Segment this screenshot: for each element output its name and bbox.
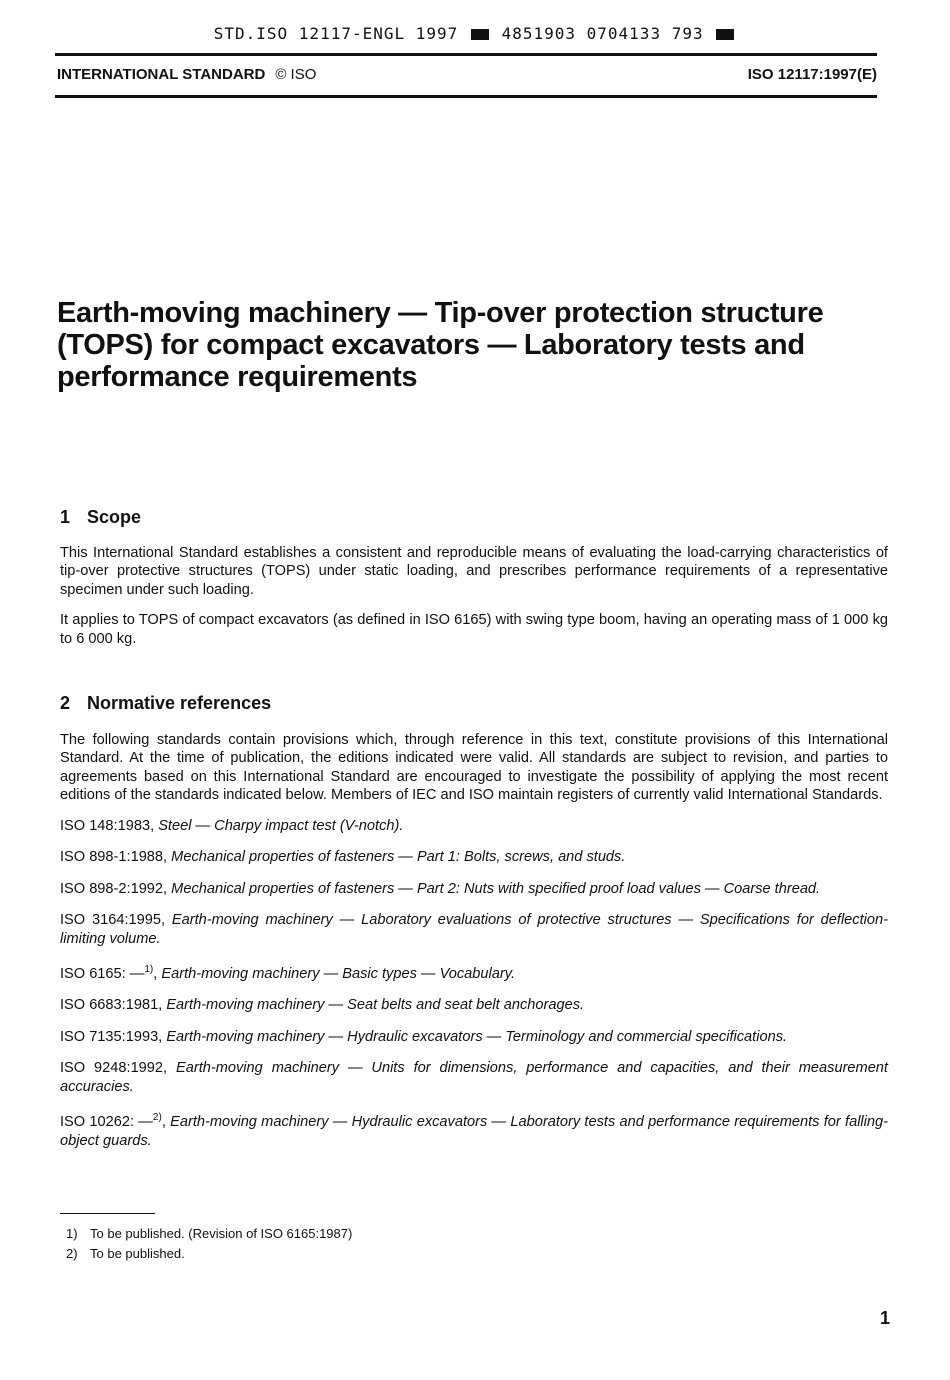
document-title: Earth-moving machinery — Tip-over protection structure (TOPS) for compact excavators — Laboratory tests and performance requirements [57,297,824,393]
section-scope [60,508,888,660]
reference-item [60,880,888,899]
footnote-marker: 1) [144,964,154,975]
header-top-rule [55,53,877,56]
section-title: Normative references [87,693,272,713]
section-number: 2 [60,693,71,713]
reference-code: ISO 148:1983, [60,817,155,834]
footnote-number: 1) [66,1226,78,1241]
reference-title: Mechanical properties of fasteners — Part 2: Nuts with specified proof load values — Coarse thread. [171,880,821,897]
section-number: 1 [60,507,71,527]
reference-code: ISO 898-2:1992, [60,880,168,897]
paragraph: It applies to TOPS of compact excavators (as defined in ISO 6165) with swing type boom, having an operating mass of 1 000 kg to 6 000 kg. [60,612,888,647]
reference-item [60,848,888,867]
page-number: 1 [879,1308,890,1328]
stamp-text-2: 4851903 0704133 793 [501,24,704,43]
reference-title: Earth-moving machinery — Seat belts and seat belt anchorages. [166,997,585,1014]
paragraph: This International Standard establishes a consistent and reproducible means of evaluating the load-carrying characteristics of tip-over protective structures (TOPS) under static loading, and prescribes performance requirements of a representative specimen under such loading. [60,544,888,598]
reference-code: ISO 6683:1981, [60,997,163,1014]
reference-code: ISO 3164:1995, [60,912,166,928]
section-title: Scope [87,507,142,527]
reference-code: ISO 898-1:1988, [60,849,168,865]
footnote [66,1244,352,1264]
section-normative-references [60,694,888,1163]
reference-item: ISO 10262: —$^{2)}$, Earth-moving machinery — Hydraulic excavators — Laboratory tests and performance requirements for falling-object guards. [60,1112,889,1149]
footnote-text: To be published. (Revision of ISO 6165:1987) [90,1226,353,1241]
reference-title: Steel — Charpy impact test (V-notch). [158,817,404,834]
reference-title: Earth-moving machinery — Basic types — Vocabulary. [161,965,516,982]
section-heading [60,694,888,713]
footnote-separator [60,1213,155,1214]
reference-title: Earth-moving machinery — Hydraulic excavators — Laboratory tests and performance requirements for falling-object guards. [60,1114,889,1149]
reference-code: ISO 7135:1993, [60,1028,163,1045]
footnote-number: 2) [66,1246,78,1261]
header-bottom-rule [55,95,877,98]
reference-item [60,817,888,836]
reference-item: ISO 6165: —$^{1)}$, Earth-moving machinery — Basic types — Vocabulary. [60,964,516,982]
reference-item [60,1059,888,1096]
footnote [66,1224,352,1244]
copyright-notice: © ISO [275,66,317,83]
reference-code: ISO 9248:1992, [60,1060,168,1077]
reference-code: ISO 10262: — [60,1114,153,1131]
document-stamp [0,24,950,43]
reference-title: Mechanical properties of fasteners — Part 1: Bolts, screws, and studs. [171,849,626,865]
standard-type: INTERNATIONAL STANDARD [57,66,266,83]
reference-title: Earth-moving machinery — Units for dimensions, performance and capacities, and their measurement accuracies. [60,1060,888,1095]
paragraph: The following standards contain provisions which, through reference in this text, constitute provisions of this International Standard. At the time of publication, the editions indicated were valid. All standards are subject to revision, and parties to agreements based on this International Standard are encouraged to investigate the possibility of applying the most recent editions of the standards indicated below. Members of IEC and ISO maintain registers of currently valid International Standards. [60,731,888,803]
footnote-text: To be published. [90,1246,185,1261]
reference-code: ISO 6165: — [60,965,145,982]
reference-item [60,911,888,948]
stamp-block-mark [716,29,734,40]
section-heading [60,508,888,527]
header-left [57,66,316,83]
stamp-text-1: STD.ISO 12117-ENGL 1997 [213,24,459,43]
stamp-block-mark [471,29,489,40]
reference-item [60,996,888,1015]
standard-number: ISO 12117:1997(E) [747,66,877,83]
reference-title: Earth-moving machinery — Laboratory evaluations of protective structures — Specifications for deflection-limiting volume. [60,912,888,947]
footnotes [66,1224,352,1264]
reference-item [60,1028,888,1047]
footnote-marker: 2) [152,1112,162,1124]
reference-title: Earth-moving machinery — Hydraulic excavators — Terminology and commercial specifications. [166,1028,788,1045]
